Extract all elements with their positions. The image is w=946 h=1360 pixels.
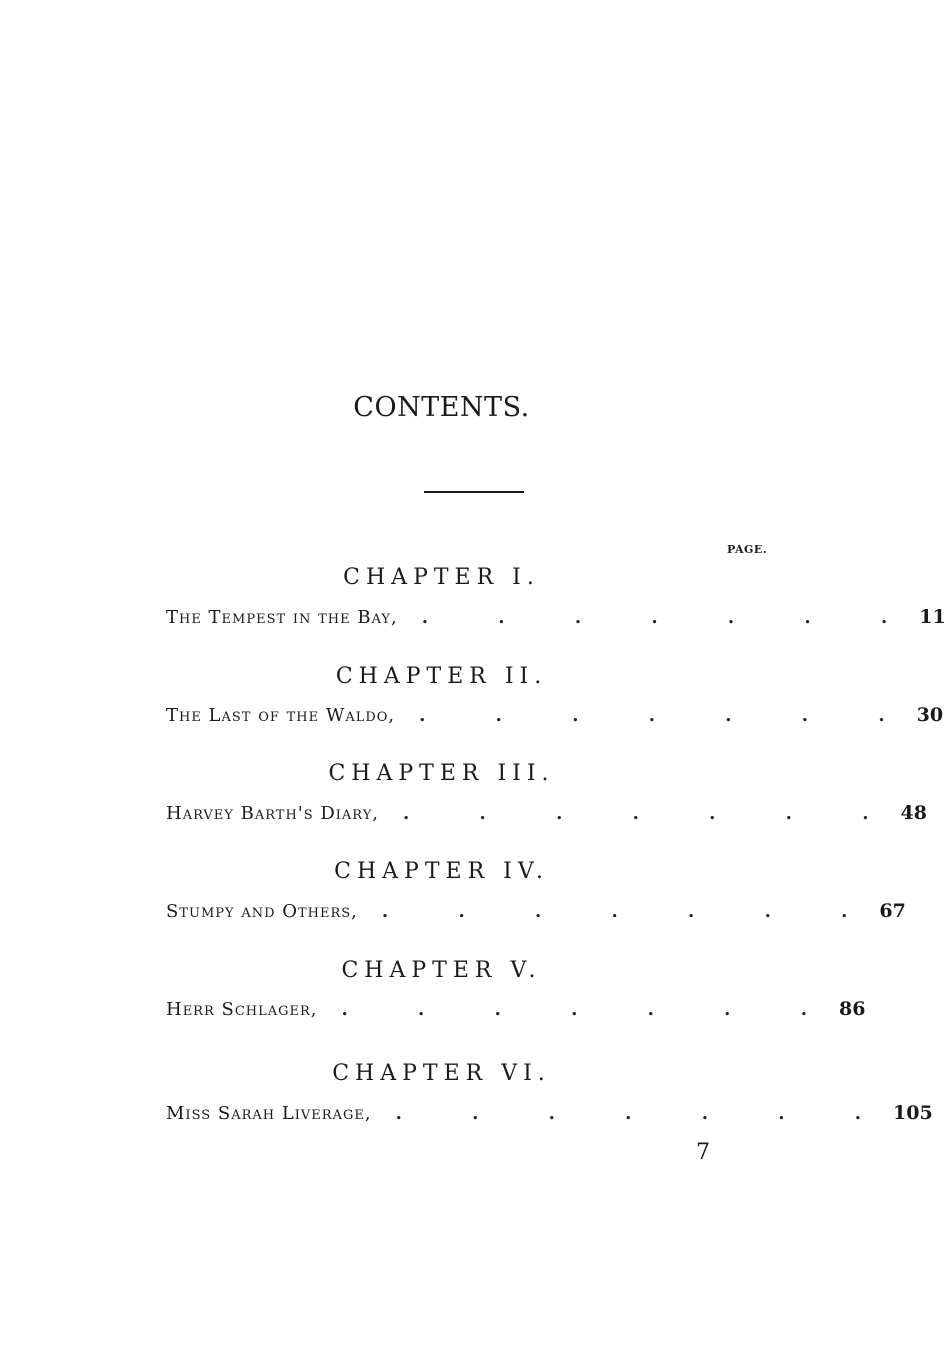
toc-entry[interactable] xyxy=(166,704,944,736)
dot-leader: . . . . . . . xyxy=(403,803,901,824)
page-number: 105 xyxy=(893,1102,933,1124)
dot-leader: . . . . . . . xyxy=(419,705,917,726)
page-number: 86 xyxy=(838,998,866,1020)
toc-entry[interactable] xyxy=(166,802,927,834)
chapter-heading: CHAPTER VI. xyxy=(332,1061,551,1086)
dot-leader: . . . . . . . xyxy=(421,607,920,628)
chapter-heading: CHAPTER I. xyxy=(343,565,540,590)
folio-page-number: 7 xyxy=(696,1140,710,1165)
page-number: 48 xyxy=(900,802,927,824)
chapter-heading: CHAPTER III. xyxy=(328,761,555,786)
page-number: 30 xyxy=(916,704,944,726)
toc-entry[interactable] xyxy=(166,606,946,638)
dot-leader: . . . . . . . xyxy=(341,999,839,1020)
chapter-heading: CHAPTER II. xyxy=(335,664,548,689)
chapter-heading: CHAPTER IV. xyxy=(334,859,549,884)
page-column-header: PAGE. xyxy=(727,543,768,556)
chapter-heading: CHAPTER V. xyxy=(341,958,542,983)
dot-leader: . . . . . . . xyxy=(395,1103,894,1124)
toc-entry[interactable] xyxy=(166,1102,933,1134)
entry-title: Stumpy and Others, xyxy=(166,901,358,922)
entry-title: The Last of the Waldo, xyxy=(166,705,396,726)
title-rule xyxy=(424,491,524,493)
entry-title: Miss Sarah Liverage, xyxy=(166,1103,372,1124)
entry-title: Herr Schlager, xyxy=(166,999,318,1020)
toc-entry[interactable] xyxy=(166,900,906,932)
entry-title: The Tempest in the Bay, xyxy=(166,607,398,628)
page-title: CONTENTS. xyxy=(353,392,530,423)
toc-entry[interactable] xyxy=(166,998,866,1030)
entry-title: Harvey Barth's Diary, xyxy=(166,803,379,824)
dot-leader: . . . . . . . xyxy=(381,901,880,922)
page-number: 67 xyxy=(879,900,906,922)
page-number: 11 xyxy=(919,606,946,628)
